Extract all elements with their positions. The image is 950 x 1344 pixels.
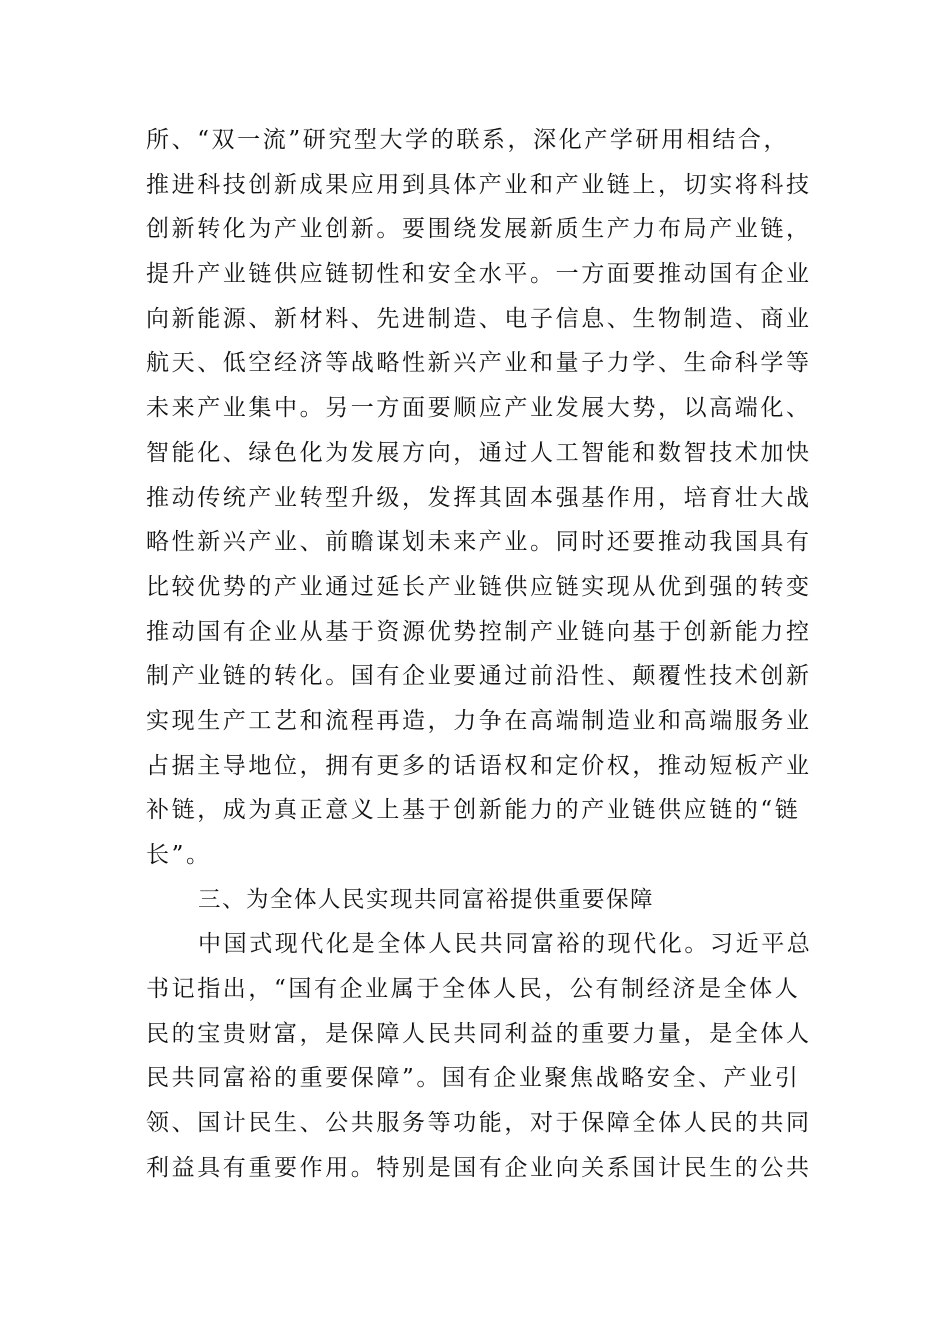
document-body <box>146 118 813 1191</box>
paragraph-line: 所、“双一流”研究型大学的联系，深化产学研用相结合， <box>146 127 790 153</box>
paragraph-line: 占据主导地位，拥有更多的话语权和定价权，推动短板产业 <box>146 752 812 779</box>
paragraph-line: 推进科技创新成果应用到具体产业和产业链上，切实将科技 <box>146 171 812 198</box>
paragraph-line: 比较优势的产业通过延长产业链供应链实现从优到强的转变 <box>146 573 812 600</box>
paragraph-line: 书记指出，“国有企业属于全体人民，公有制经济是全体人 <box>146 976 801 1003</box>
paragraph-line: 长”。 <box>146 842 212 868</box>
paragraph-line: 制产业链的转化。国有企业要通过前沿性、颠覆性技术创新 <box>146 663 812 690</box>
paragraph-line: 未来产业集中。另一方面要顺应产业发展大势，以高端化、 <box>146 395 812 422</box>
paragraph-line: 创新转化为产业创新。要围绕发展新质生产力布局产业链， <box>146 216 812 243</box>
paragraph-line: 航天、低空经济等战略性新兴产业和量子力学、生命科学等 <box>146 350 812 377</box>
paragraph-line: 补链，成为真正意义上基于创新能力的产业链供应链的“链 <box>146 797 801 824</box>
paragraph-line: 利益具有重要作用。特别是国有企业向关系国计民生的公共 <box>146 1154 812 1181</box>
paragraph-line: 智能化、绿色化为发展方向，通过人工智能和数智技术加快 <box>146 439 812 466</box>
paragraph-line: 略性新兴产业、前瞻谋划未来产业。同时还要推动我国具有 <box>146 529 812 556</box>
paragraph-line: 领、国计民生、公共服务等功能，对于保障全体人民的共同 <box>146 1110 812 1137</box>
paragraph-line: 民共同富裕的重要保障”。国有企业聚焦战略安全、产业引 <box>146 1065 801 1092</box>
section-heading: 三、为全体人民实现共同富裕提供重要保障 <box>198 886 655 913</box>
paragraph-line: 推动传统产业转型升级，发挥其固本强基作用，培育壮大战 <box>146 484 812 511</box>
paragraph-line: 实现生产工艺和流程再造，力争在高端制造业和高端服务业 <box>146 707 812 734</box>
paragraph-line: 向新能源、新材料、先进制造、电子信息、生物制造、商业 <box>146 305 812 332</box>
paragraph-line: 中国式现代化是全体人民共同富裕的现代化。习近平总 <box>198 931 813 958</box>
paragraph-line: 提升产业链供应链韧性和安全水平。一方面要推动国有企业 <box>146 261 812 288</box>
paragraph-line: 民的宝贵财富，是保障人民共同利益的重要力量，是全体人 <box>146 1020 812 1047</box>
paragraph-line: 推动国有企业从基于资源优势控制产业链向基于创新能力控 <box>146 618 812 645</box>
